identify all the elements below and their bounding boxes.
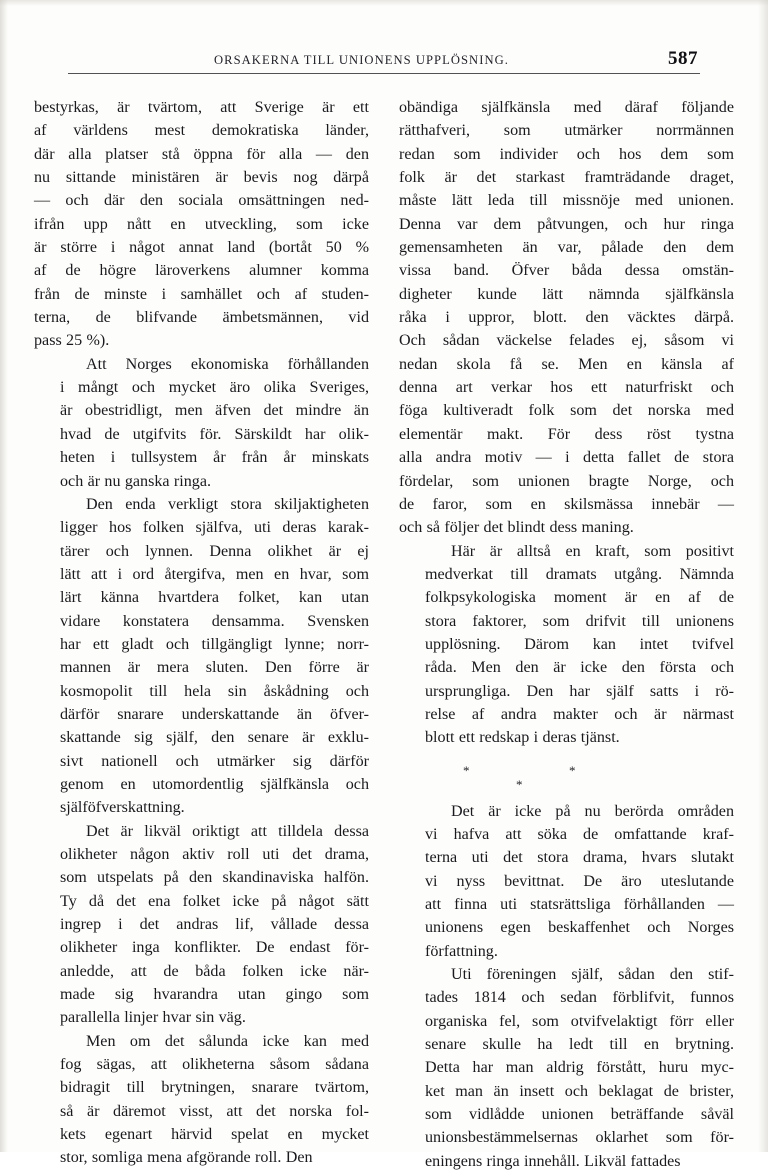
running-head-title: ORSAKERNA TILL UNIONENS UPPLÖSNING. — [214, 53, 509, 67]
text-line: af de högre läroverkens alumner komma — [34, 262, 369, 280]
text-line: terna uti det stora drama, hvars slutakt — [425, 849, 734, 867]
text-line: Den enda verkligt stora skiljaktigheten — [86, 495, 369, 513]
text-line: ket man än insett och beklagat de brister, — [425, 1082, 734, 1100]
text-line: Detta har man aldrig förstått, huru myc- — [425, 1059, 734, 1077]
text-line: olikheter någon aktiv roll uti det drama, — [60, 846, 369, 863]
text-line: måste lätt leda till missnöje med unionen. — [399, 192, 734, 210]
text-line: har ett gladt och tillgängligt lynne; norr- — [60, 635, 369, 653]
text-line: de faror, som en skilsmässa innebär — — [399, 495, 734, 513]
text-line: ursprungliga. Den har själf satts i rö- — [425, 682, 734, 700]
text-line: Uti föreningen själf, sådan den stif- — [451, 966, 734, 984]
text-line: olikheter inga konflikter. De endast för- — [60, 939, 369, 957]
text-line: obändiga själfkänsla med däraf följande — [399, 99, 734, 116]
text-line: redan som individer och hos dem som — [399, 145, 734, 163]
text-line: genom en utomordentlig själfkänsla och — [60, 775, 369, 793]
text-line: nu sittande ministären är bevis nog därpå — [34, 169, 369, 187]
text-line: råda. Men den är icke den första och — [425, 659, 734, 677]
text-line: tades 1814 och sedan förblifvit, funnos — [425, 989, 734, 1007]
text-line: ifrån upp nått en utveckling, som icke — [34, 215, 369, 233]
paragraph — [34, 820, 369, 1030]
page-header — [68, 48, 700, 74]
paragraph — [399, 800, 734, 963]
header-rule — [68, 73, 700, 74]
text-line: författning. — [425, 942, 498, 960]
text-line: organiska fel, som otvifvelaktigt förr eller — [425, 1012, 734, 1030]
text-line: är obestridligt, men äfven det mindre än — [60, 402, 369, 420]
text-line: af världens mest demokratiska länder, — [34, 122, 369, 140]
text-line: Det är icke på nu berörda områden — [451, 802, 734, 820]
text-line: själföfverskattning. — [60, 799, 185, 817]
text-line: terna, de blifvande ämbetsmännen, vid — [34, 309, 369, 327]
text-line: Och sådan väckelse felades ej, såsom vi — [399, 332, 734, 350]
text-line: sivt nationell och utmärker sig därför — [60, 752, 369, 770]
paragraph — [399, 963, 734, 1173]
text-line: made sig hvarandra utan gingo som — [60, 986, 369, 1004]
text-line: från de minste i samhället och af studen- — [34, 285, 369, 303]
text-line: parallella linjer hvar sin väg. — [60, 1009, 246, 1027]
text-line: är större i något annat land (bortåt 50 % — [34, 239, 369, 257]
text-line: unionsbestämmelsernas oklarhet som för- — [425, 1129, 734, 1147]
text-line: stor, somliga mena afgörande roll. Den — [60, 1149, 313, 1167]
column-right — [399, 96, 734, 1173]
text-line: gemensamheten än var, pålade den dem — [399, 239, 734, 257]
column-left — [34, 96, 369, 1173]
text-line: som vidlådde unionen beträffande såväl — [425, 1106, 734, 1124]
text-line: fog sägas, att olikheterna såsom sådana — [60, 1056, 369, 1074]
text-line: nedan skola få se. Men en känsla af — [399, 355, 734, 373]
text-line: elementär makt. För dess röst tystna — [399, 425, 734, 443]
section-break-asterism — [399, 756, 734, 798]
text-line: därför snarare underskattande än öfver- — [60, 705, 369, 723]
paragraph — [34, 493, 369, 820]
text-line: pass 25 %). — [34, 332, 110, 350]
text-line: Men om det sålunda icke kan med — [86, 1032, 369, 1050]
paragraph — [34, 96, 369, 353]
text-line: så är däremot visst, att det norska fol- — [60, 1102, 369, 1120]
text-line: lärt känna hvartdera folket, kan utan — [60, 589, 369, 607]
asterisk-icon: * — [516, 776, 523, 792]
text-line: som utspelats på den skandinaviska halfön. — [60, 869, 369, 887]
text-line: hvad de utgifvits för. Särskildt har olik- — [60, 425, 369, 443]
text-line: och är nu ganska ringa. — [60, 472, 211, 490]
text-line: kosmopolit till hela sin åskådning och — [60, 682, 369, 700]
text-line: bidragit till brytningen, snarare tvärtom, — [60, 1079, 369, 1097]
text-line: Ty då det ena folket icke på något sätt — [60, 892, 369, 910]
text-line: Att Norges ekonomiska förhållanden — [86, 355, 369, 373]
running-head-row — [68, 48, 700, 70]
text-line: vi nyss bevittnat. De äro uteslutande — [425, 872, 734, 890]
text-line: medverkat till dramats utgång. Nämnda — [425, 565, 734, 583]
text-line: folkpsykologiska moment är en af de — [425, 589, 734, 607]
scan-edge-right — [758, 0, 768, 1152]
text-line: fördelar, som unionen bragte Norge, och — [399, 472, 734, 490]
asterisk-icon: * — [569, 762, 576, 778]
text-line: tärer och lynnen. Denna olikhet är ej — [60, 542, 369, 560]
text-line: skattande sig själf, den senare är exklu- — [60, 729, 369, 747]
text-line: bestyrkas, är tvärtom, att Sverige är ett — [34, 99, 369, 116]
text-line: senare skulle ha ledt till en brytning. — [425, 1036, 734, 1054]
text-line: Här är alltså en kraft, som positivt — [451, 542, 734, 560]
text-line: kets egenart härvid spelat en mycket — [60, 1126, 369, 1144]
paragraph — [399, 540, 734, 750]
text-line: mannen är mera sluten. Den förre är — [60, 659, 369, 677]
text-line: råka i uppror, blott. den väcktes därpå. — [399, 309, 734, 327]
scan-edge-top — [0, 0, 768, 6]
text-line: rätthafveri, som utmärker norrmännen — [399, 122, 734, 140]
paragraph — [399, 96, 734, 540]
text-line: digheter kunde lätt nämnda själfkänsla — [399, 285, 734, 303]
text-line: Det är likväl oriktigt att tilldela dessa — [86, 822, 369, 840]
text-line: vi hafva att söka de omfattande kraf- — [425, 825, 734, 843]
text-line: vissa band. Öfver båda dessa omstän- — [399, 262, 734, 280]
text-columns — [34, 96, 734, 1173]
text-line: heten i tullsystem år från år minskats — [60, 449, 369, 467]
text-line: alla andra motiv — i detta fallet de stora — [399, 449, 734, 467]
text-line: upplösning. Därom kan intet tvifvel — [425, 635, 734, 653]
text-line: Denna var dem påtvungen, och hur ringa — [399, 215, 734, 233]
asterisk-icon: * — [463, 762, 470, 778]
text-line: i mångt och mycket äro olika Sveriges, — [60, 379, 369, 397]
text-line: denna art verkar hos ett naturfriskt och — [399, 379, 734, 397]
text-line: folk är det starkast framträdande draget, — [399, 169, 734, 187]
text-line: vidare konstatera densamma. Svensken — [60, 612, 369, 630]
scan-edge-left — [0, 0, 8, 1152]
text-line: eningens ringa innehåll. Likväl fattades — [425, 1152, 681, 1170]
text-line: att finna uti statsrättsliga förhållanden — — [425, 896, 734, 913]
text-line: ingrep i det andras lif, vållade dessa — [60, 916, 369, 934]
text-line: anledde, att de båda folken icke när- — [60, 962, 369, 980]
text-line: ligger hos folken själfva, uti deras karak- — [60, 519, 369, 537]
text-line: — och där den sociala omsättningen ned- — [34, 192, 369, 210]
text-line: och så följer det blindt dess maning. — [399, 519, 634, 537]
text-line: blott ett redskap i deras tjänst. — [425, 729, 620, 747]
text-line: relse af andra makter och är närmast — [425, 705, 734, 723]
paragraph — [34, 353, 369, 493]
text-line: stora faktorer, som drifvit till unionens — [425, 612, 734, 630]
page-number: 587 — [668, 48, 698, 69]
text-line: lätt att i ord återgifva, men en hvar, som — [60, 565, 369, 583]
text-line: där alla platser stå öppna för alla — den — [34, 145, 369, 163]
text-line: unionens egen beskaffenhet och Norges — [425, 919, 734, 937]
paragraph — [34, 1030, 369, 1170]
text-line: föga kultiveradt folk som det norska med — [399, 402, 734, 420]
